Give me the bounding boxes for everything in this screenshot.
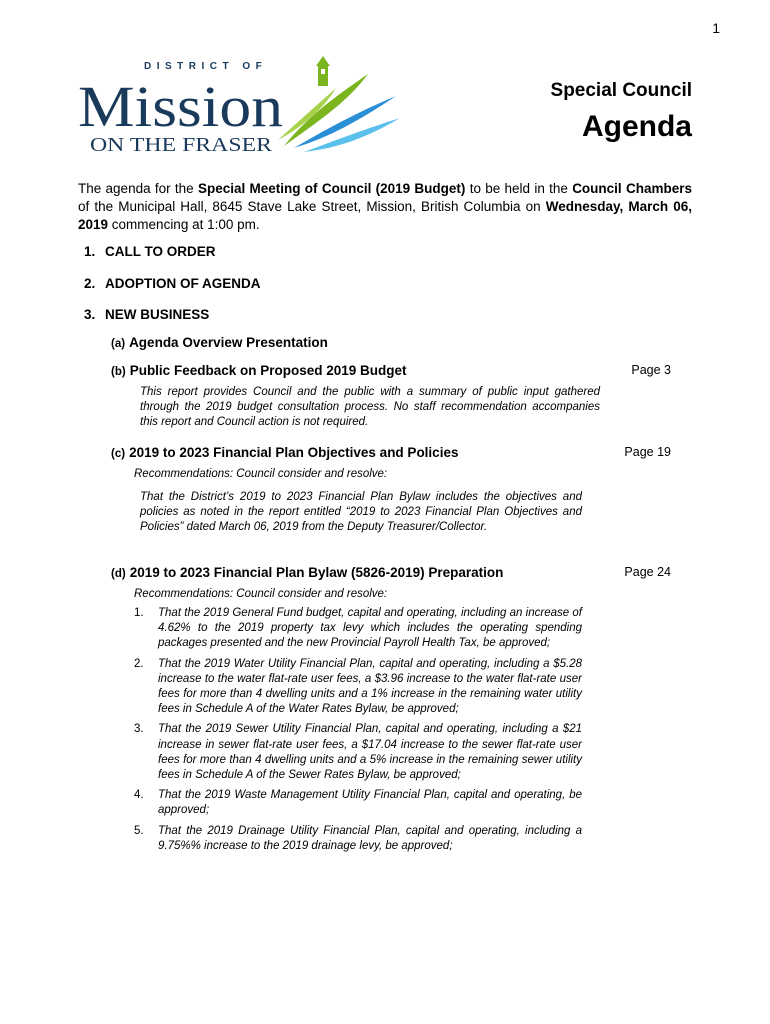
page-reference: Page 3 [631, 363, 671, 377]
page-number: 1 [712, 20, 720, 36]
sub-item-letter: (c) [111, 448, 126, 460]
recommendation-item [134, 824, 582, 854]
sub-item-letter: (b) [111, 366, 126, 378]
intro-text-1: The agenda for the [78, 181, 198, 196]
recommendation-text: That the 2019 Waste Management Utility Financial Plan, capital and operating, be approved; [158, 789, 582, 817]
intro-date: Wednesday, March 06, 2019 [78, 199, 692, 232]
sub-item-description: This report provides Council and the public with a summary of public input gathered through the 2019 budget consultation process. No staff recommendation accompanies this report and Council action is not required. [140, 386, 600, 429]
recommendations-heading: Recommendations: Council consider and resolve: [134, 588, 388, 600]
recommendation-text: That the 2019 Water Utility Financial Plan, capital and operating, including a $5.28 increase to the water flat-rate user fees, a $3.96 increase to the water flat-rate user fees for more than 4 dwelling units and a 1% increase in the remaining water utility fees in Schedule A of the Water Rates Bylaw, be approved; [158, 657, 582, 716]
intro-paragraph [78, 180, 692, 234]
recommendation-text: That the 2019 Sewer Utility Financial Plan, capital and operating, including a $21 increase in sewer flat-rate user fees, a $17.04 increase to the sewer flat-rate user fees for more than 4 dwelling units and a 5% increase in the remaining sewer utility fees in Schedule A of the Sewer Rates Bylaw, be approved; [158, 723, 582, 782]
recommendation-text: That the District’s 2019 to 2023 Financial Plan Bylaw includes the objectives and policies as noted in the report entitled “2019 to 2023 Financial Plan Objectives and Policies” dated March 06, 2019 from the Deputy Treasurer/Collector. [140, 491, 582, 534]
sub-item-letter: (a) [111, 338, 126, 350]
recommendation-number: 1. [134, 607, 144, 619]
agenda-item-number: 2. [84, 276, 96, 291]
agenda-item-label: CALL TO ORDER [105, 244, 216, 259]
agenda-item-number: 3. [84, 307, 96, 322]
logo-mission-text: Mission [78, 74, 283, 139]
agenda-item-new-business [84, 307, 209, 322]
recommendation-list [134, 606, 582, 859]
page-reference: Page 24 [624, 565, 671, 579]
recommendation-item [134, 788, 582, 818]
church-tower-icon [316, 56, 330, 86]
recommendation-number: 3. [134, 723, 144, 736]
agenda-item-adoption-of-agenda [84, 276, 261, 291]
recommendations-heading: Recommendations: Council consider and resolve: [134, 468, 388, 480]
recommendation-number: 4. [134, 789, 144, 802]
agenda-item-call-to-order [84, 244, 216, 259]
page-reference: Page 19 [624, 445, 671, 459]
fraser-river-waves-icon [278, 74, 400, 152]
agenda-item-label: NEW BUSINESS [105, 307, 210, 322]
sub-item-title: Agenda Overview Presentation [129, 335, 328, 350]
sub-item-plan-objectives [111, 445, 671, 460]
logo-district-of-text: DISTRICT OF [144, 61, 268, 72]
document-subtitle: Special Council [550, 80, 692, 101]
recommendation-item [134, 606, 582, 652]
recommendation-item [134, 657, 582, 718]
sub-item-public-feedback [111, 363, 671, 378]
recommendation-number: 2. [134, 657, 144, 670]
sub-item-agenda-overview [111, 335, 671, 350]
recommendation-text: That the 2019 Drainage Utility Financial Plan, capital and operating, including a 9.75%% increase to the 2019 drainage levy, be approved; [158, 824, 582, 852]
intro-location: Council Chambers [572, 181, 692, 196]
recommendation-text: That the 2019 General Fund budget, capital and operating, including an increase of 4.62% to the 2019 property tax levy which includes the operating spending packages presented and the new Provincial Payroll Health Tax, be approved; [158, 607, 582, 650]
header-block [551, 80, 692, 144]
recommendation-number: 5. [134, 824, 144, 837]
recommendation-item [134, 722, 582, 783]
intro-meeting-name: Special Meeting of Council (2019 Budget) [197, 181, 466, 196]
district-of-mission-logo [78, 56, 400, 156]
intro-text-2: to be held in the [465, 181, 573, 196]
sub-item-letter: (d) [111, 568, 126, 580]
sub-item-title: Public Feedback on Proposed 2019 Budget [129, 363, 407, 378]
sub-item-title: 2019 to 2023 Financial Plan Objectives and Policies [129, 445, 459, 460]
document-title: Agenda [581, 110, 692, 143]
agenda-item-label: ADOPTION OF AGENDA [105, 276, 261, 291]
agenda-item-number: 1. [84, 244, 96, 259]
sub-item-plan-bylaw [111, 565, 671, 580]
intro-text-4: commencing at 1:00 pm. [108, 217, 260, 232]
logo-on-the-fraser-text: ON THE FRASER [90, 134, 273, 156]
intro-text-3: of the Municipal Hall, 8645 Stave Lake Street, Mission, British Columbia on [78, 199, 546, 214]
sub-item-title: 2019 to 2023 Financial Plan Bylaw (5826-2019) Preparation [129, 565, 504, 580]
